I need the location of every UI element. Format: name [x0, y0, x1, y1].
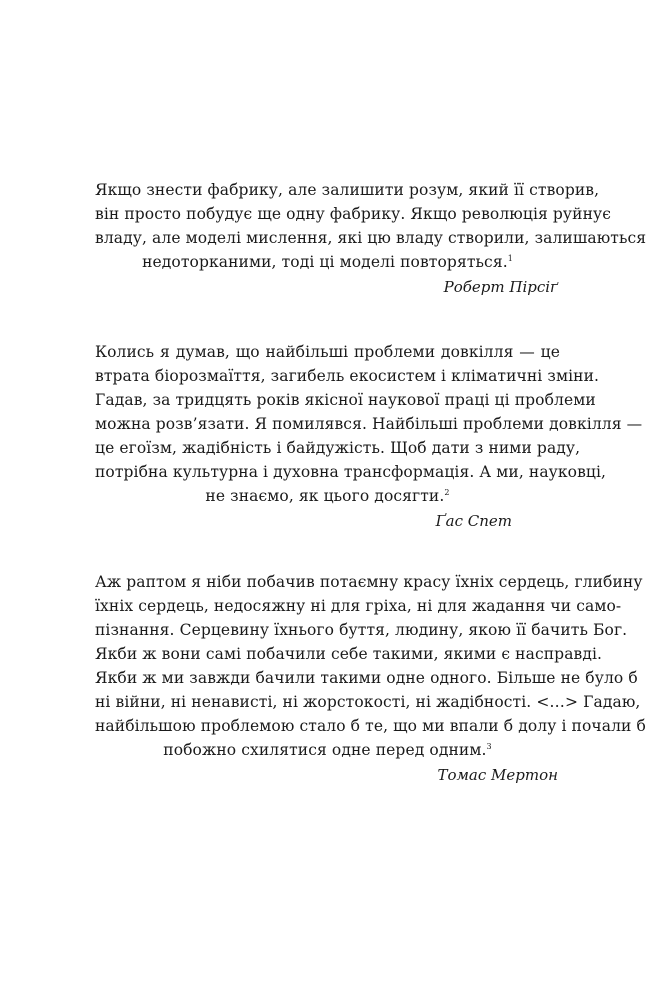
quote-author: Ґас Спет	[435, 512, 512, 530]
quote-line: Якби ж вони самі побачили себе такими, якими є насправді.	[95, 645, 603, 663]
quote-line: найбільшою проблемою стало б те, що ми впали б долу і почали б	[95, 717, 646, 735]
quote-author: Роберт Пірсіґ	[443, 278, 558, 296]
footnote-marker[interactable]: 2	[444, 487, 450, 497]
footnote-marker[interactable]: 1	[507, 253, 513, 263]
quote-text: не знаємо, як цього досягти	[205, 487, 440, 505]
quote-line: він просто побудує ще одну фабрику. Якщо революція руйнує	[95, 205, 612, 223]
quote-line: Якщо знести фабрику, але залишити розум, який її створив,	[95, 181, 600, 199]
epigraph-2	[95, 340, 643, 533]
quote-line: владу, але моделі мислення, які цю владу створили, залишаються	[95, 229, 647, 247]
quote-text: недоторканими, тоді ці моделі повторяться	[142, 253, 503, 271]
quote-line: Гадав, за тридцять років якісної наукової праці ці проблеми	[95, 391, 596, 409]
quote-line: Колись я думав, що найбільші проблеми довкілля — це	[95, 343, 560, 361]
quote-author: Томас Мертон	[437, 766, 558, 784]
quote-line: потрібна культурна і духовна трансформація. А ми, науковці,	[95, 463, 607, 481]
quote-line-last: не знаємо, як цього досягти.$^2$	[205, 487, 450, 505]
quote-line: пізнання. Серцевину їхнього буття, людину, якою її бачить Бог.	[95, 621, 628, 639]
quote-line: це егоїзм, жадібність і байдужість. Щоб дати з ними раду,	[95, 439, 581, 457]
quote-text: побожно схилятися одне перед одним	[163, 741, 482, 759]
epigraph-1	[95, 178, 647, 299]
quote-line: Аж раптом я ніби побачив потаємну красу їхніх сердець, глибину	[95, 573, 643, 591]
quote-line: можна розв’язати. Я помилявся. Найбільші проблеми довкілля —	[95, 415, 643, 433]
quote-line: Якби ж ми завжди бачили такими одне одного. Більше не було б	[95, 669, 638, 687]
quote-line: втрата біорозмаїття, загибель екосистем і кліматичні зміни.	[95, 367, 600, 385]
epigraph-3	[95, 570, 646, 787]
quote-line-last: побожно схилятися одне перед одним.$^3$	[163, 741, 492, 759]
footnote-marker[interactable]: 3	[486, 741, 492, 751]
quote-line: їхніх сердець, недосяжну ні для гріха, ні для жадання чи само-	[95, 597, 622, 615]
quote-line-last: недоторканими, тоді ці моделі повторяться.$^1$	[142, 253, 513, 271]
quote-line: ні війни, ні ненависті, ні жорстокості, ні жадібності. <…> Гадаю,	[95, 693, 641, 711]
